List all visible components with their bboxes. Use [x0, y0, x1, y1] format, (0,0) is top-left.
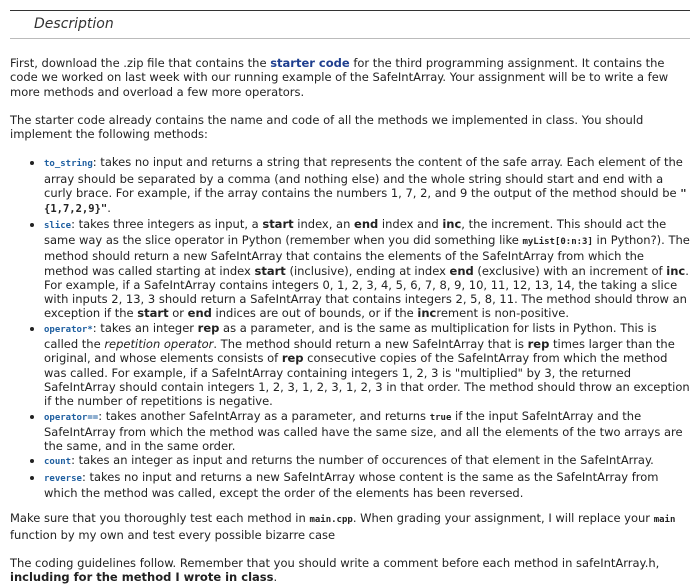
slice-text-2: index, an [293, 216, 355, 231]
section-title: Description [34, 16, 114, 32]
slice-text-5: in Python?). The method should return a new SafeIntArray that contains the elements of the SafeIntArray from which the method was called starting at index [44, 232, 690, 278]
op-mul-rep-2: rep [527, 337, 550, 352]
guidelines-text-1: The coding guidelines follow. Remember that you should write a comment before each method in safeIntArray.h, [10, 555, 660, 570]
slice-text-10: indices are out of bounds, or if the [211, 306, 418, 321]
op-mul-text-4: times larger than the original, and whose elements consists of [44, 337, 675, 366]
op-mul-text-2: as a parameter, and is the same as multiplication for lists in Python. This is called the [44, 320, 657, 352]
list-item-slice [44, 217, 690, 321]
slice-end-2: end [449, 263, 474, 278]
method-name-reverse: reverse [44, 473, 82, 484]
slice-text-9: or [168, 306, 188, 321]
list-item-to-string [44, 155, 690, 216]
slice-text-11: rement is non-positive. [436, 306, 570, 321]
testing-text-1: Make sure that you thoroughly test each method in [10, 511, 310, 526]
list-item-reverse [44, 470, 690, 501]
to-string-text-2: . [107, 201, 111, 216]
slice-end-1: end [354, 216, 379, 231]
slice-text-6: (inclusive), ending at index [285, 263, 450, 278]
method-name-operator-eq: operator== [44, 412, 99, 423]
op-mul-text-3: . The method should return a new SafeIntArray that is [213, 337, 528, 352]
intro-paragraph [10, 56, 690, 99]
slice-end-3: end [187, 306, 212, 321]
testing-text-2: . When grading your assignment, I will replace your [352, 511, 654, 526]
method-name-to-string: to_string [44, 159, 93, 170]
slice-text-8: . For example, if a SafeIntArray contains integers 0, 1, 2, 3, 4, 5, 6, 7, 8, 9, 10, 11, 12, 13, 14, the taking a slice with inputs 2, 13, 3 should return a SafeIntArray that contains integers 2, 5, 8, 11. The method should throw an exception if the [44, 263, 689, 321]
op-eq-true: true [429, 412, 452, 423]
op-mul-text-1: : takes an integer [92, 320, 198, 335]
list-item-count [44, 453, 690, 469]
guidelines-text-2: . [273, 570, 278, 585]
method-name-operator-mul: operator* [44, 324, 93, 335]
count-text-1: : takes an integer as input and returns the number of occurences of that element in the SafeIntArray. [71, 453, 654, 468]
slice-text-7: (exclusive) with an increment of [473, 263, 667, 278]
list-item-operator-mul [44, 321, 690, 409]
testing-paragraph [10, 511, 690, 542]
method-name-count: count [44, 457, 72, 468]
slice-inc-2: inc [666, 263, 686, 278]
slice-inc-1: inc [442, 216, 462, 231]
to-string-text-1: : takes no input and returns a string that represents the content of the safe array. Each element of the array should be separated by a comma (and nothing else) and the whole string should start and end with a curly brace. For example, if the array contains the numbers 1, 7, 2, and 9 the output of the method should be [44, 155, 683, 201]
list-item-operator-eq [44, 409, 690, 454]
op-mul-rep-1: rep [197, 320, 220, 335]
testing-text-3: function by my own and test every possible bizarre case [10, 527, 336, 542]
reverse-text-1: : takes no input and returns a new SafeIntArray whose content is the same as the SafeIntArray from which the method was called, except the order of the elements has been reversed. [44, 469, 659, 501]
slice-code-example: myList[0:n:3] [522, 236, 593, 247]
testing-main: main [653, 515, 676, 526]
testing-file: main.cpp [309, 515, 353, 526]
slice-text-3: index and [378, 216, 443, 231]
slice-start-2: start [254, 263, 286, 278]
op-eq-text-2: if the input SafeIntArray and the SafeIntArray from which the method was called have the same size, and all the elements of the two arrays are the same, and in the same order. [44, 408, 683, 454]
section-header [10, 10, 690, 39]
intro-text-1: First, download the .zip file that contains the [10, 56, 271, 70]
slice-start-3: start [137, 306, 169, 321]
guidelines-bold: including for the method I wrote in class [10, 570, 274, 585]
slice-text-4: , the increment. This should act the same way as the slice operator in Python (remember when you did something like [44, 216, 667, 247]
starter-code-link[interactable]: starter code [270, 56, 350, 70]
to-string-example: "{1,7,2,9}" [44, 188, 687, 216]
slice-text-1: : takes three integers as input, a [71, 216, 263, 231]
methods-list [10, 155, 690, 500]
methods-intro-paragraph: The starter code already contains the name and code of all the methods we implemented in class. You should implement the following methods: [10, 112, 644, 142]
guidelines-paragraph [10, 556, 690, 585]
op-mul-text-5: consecutive copies of the SafeIntArray from which the method was called. For example, if a SafeIntArray containing integers 1, 2, 3 is "multiplied" by 3, the returned SafeIntArray should contain integers 1, 2, 3, 1, 2, 3, 1, 2, 3 in that order. The method should throw an exception if the number of repetitions is negative. [44, 351, 690, 409]
slice-start-1: start [262, 216, 294, 231]
method-name-slice: slice [44, 220, 72, 231]
description-page [10, 0, 690, 585]
op-eq-text-1: : takes another SafeIntArray as a parameter, and returns [98, 408, 430, 423]
op-mul-italic: repetition operator [104, 337, 214, 352]
slice-inc-3: inc [417, 306, 437, 321]
op-mul-rep-3: rep [281, 351, 304, 366]
intro-text-2: for the third programming assignment. It contains the code we worked on last week with our running example of the SafeIntArray. Your assignment will be to write a few more methods and overload a few more operators. [10, 56, 669, 99]
